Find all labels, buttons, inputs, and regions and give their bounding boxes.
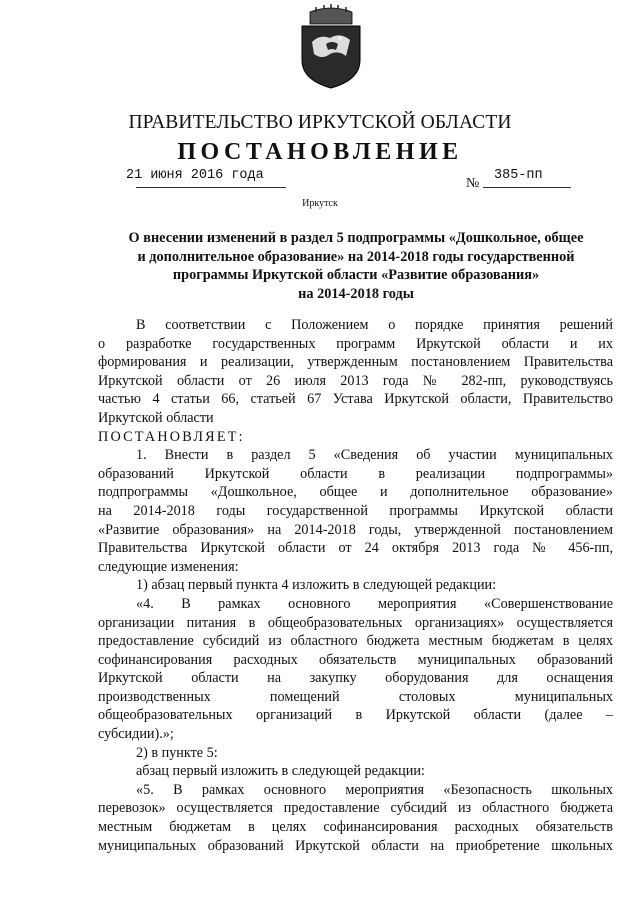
- body-line: В соответствии с Положением о порядке принятия решений: [136, 317, 613, 333]
- body-line: «5. В рамках основного мероприятия «Безопасность школьных: [136, 781, 613, 798]
- body-line: перевозок» осуществляется предоставление субсидий из областного бюджета: [98, 800, 613, 817]
- body-line: организации питания в общеобразовательных организациях» осуществляется: [98, 614, 613, 631]
- document-body: [98, 316, 613, 855]
- body-line: «4. В рамках основного мероприятия «Совершенствование: [136, 595, 613, 612]
- number-underline: [483, 187, 571, 188]
- date-underline: [136, 187, 286, 188]
- body-line: Иркутской области от 26 июля 2013 года № 282-пп, руководствуясь: [98, 372, 613, 389]
- body-line: местным бюджетам в целях софинансирования расходных обязательств: [98, 819, 613, 836]
- body-line: Правительства Иркутской области от 24 октября 2013 года № 456-пп,: [98, 540, 613, 557]
- body-line: муниципальных образований Иркутской области на приобретение школьных: [98, 837, 613, 854]
- body-line: образований Иркутской области в реализации подпрограммы»: [98, 465, 613, 482]
- title-line: О внесении изменений в раздел 5 подпрограммы «Дошкольное, общее: [128, 230, 584, 246]
- decree-date: 21 июня 2016 года: [126, 168, 264, 183]
- body-line: о разработке государственных программ Иркутской области и их: [98, 335, 613, 352]
- body-line: общеобразовательных организаций в Иркутской области (далее –: [98, 707, 613, 724]
- resolution-keyword: ПОСТАНОВЛЯЕТ:: [98, 428, 245, 445]
- body-line: частью 4 статьи 66, статьей 67 Устава Иркутской области, Правительство: [98, 391, 613, 408]
- body-line: на 2014-2018 годы государственной программы Иркутской области: [98, 502, 613, 519]
- title-line: и дополнительное образование» на 2014-2018 годы государственной: [137, 248, 575, 265]
- body-line: производственных помещений столовых муниципальных: [98, 688, 613, 705]
- body-line: 1. Внести в раздел 5 «Сведения об участии муниципальных: [136, 447, 613, 464]
- title-line: на 2014-2018 годы: [298, 285, 414, 302]
- body-line: следующие изменения:: [98, 558, 239, 575]
- city: Иркутск: [302, 198, 338, 209]
- body-line: формирования и реализации, утвержденным постановлением Правительства: [98, 354, 613, 371]
- body-line: «Развитие образования» на 2014-2018 годы, утвержденной постановлением: [98, 521, 613, 538]
- title-line: программы Иркутской области «Развитие образования»: [172, 267, 540, 283]
- body-line: субсидии).»;: [98, 726, 174, 743]
- document-title: [96, 229, 616, 303]
- government-name: ПРАВИТЕЛЬСТВО ИРКУТСКОЙ ОБЛАСТИ: [128, 112, 512, 133]
- decree-number: 385-пп: [494, 168, 543, 183]
- coat-of-arms-emblem: [296, 4, 366, 90]
- body-line: Иркутской области: [98, 409, 214, 426]
- body-line: 1) абзац первый пункта 4 изложить в следующей редакции:: [136, 577, 497, 594]
- body-line: абзац первый изложить в следующей редакции:: [136, 763, 425, 780]
- number-sign: №: [466, 176, 480, 191]
- decree-title: ПОСТАНОВЛЕНИЕ: [177, 139, 463, 165]
- body-line: Иркутской области на закупку оборудования для оснащения: [98, 670, 613, 687]
- body-line: подпрограммы «Дошкольное, общее и дополнительное образование»: [98, 484, 613, 501]
- body-line: софинансирования расходных обязательств муниципальных образований: [98, 651, 613, 668]
- body-line: предоставление субсидий из областного бюджета местным бюджетам в целях: [98, 633, 613, 650]
- body-line: 2) в пункте 5:: [136, 744, 218, 761]
